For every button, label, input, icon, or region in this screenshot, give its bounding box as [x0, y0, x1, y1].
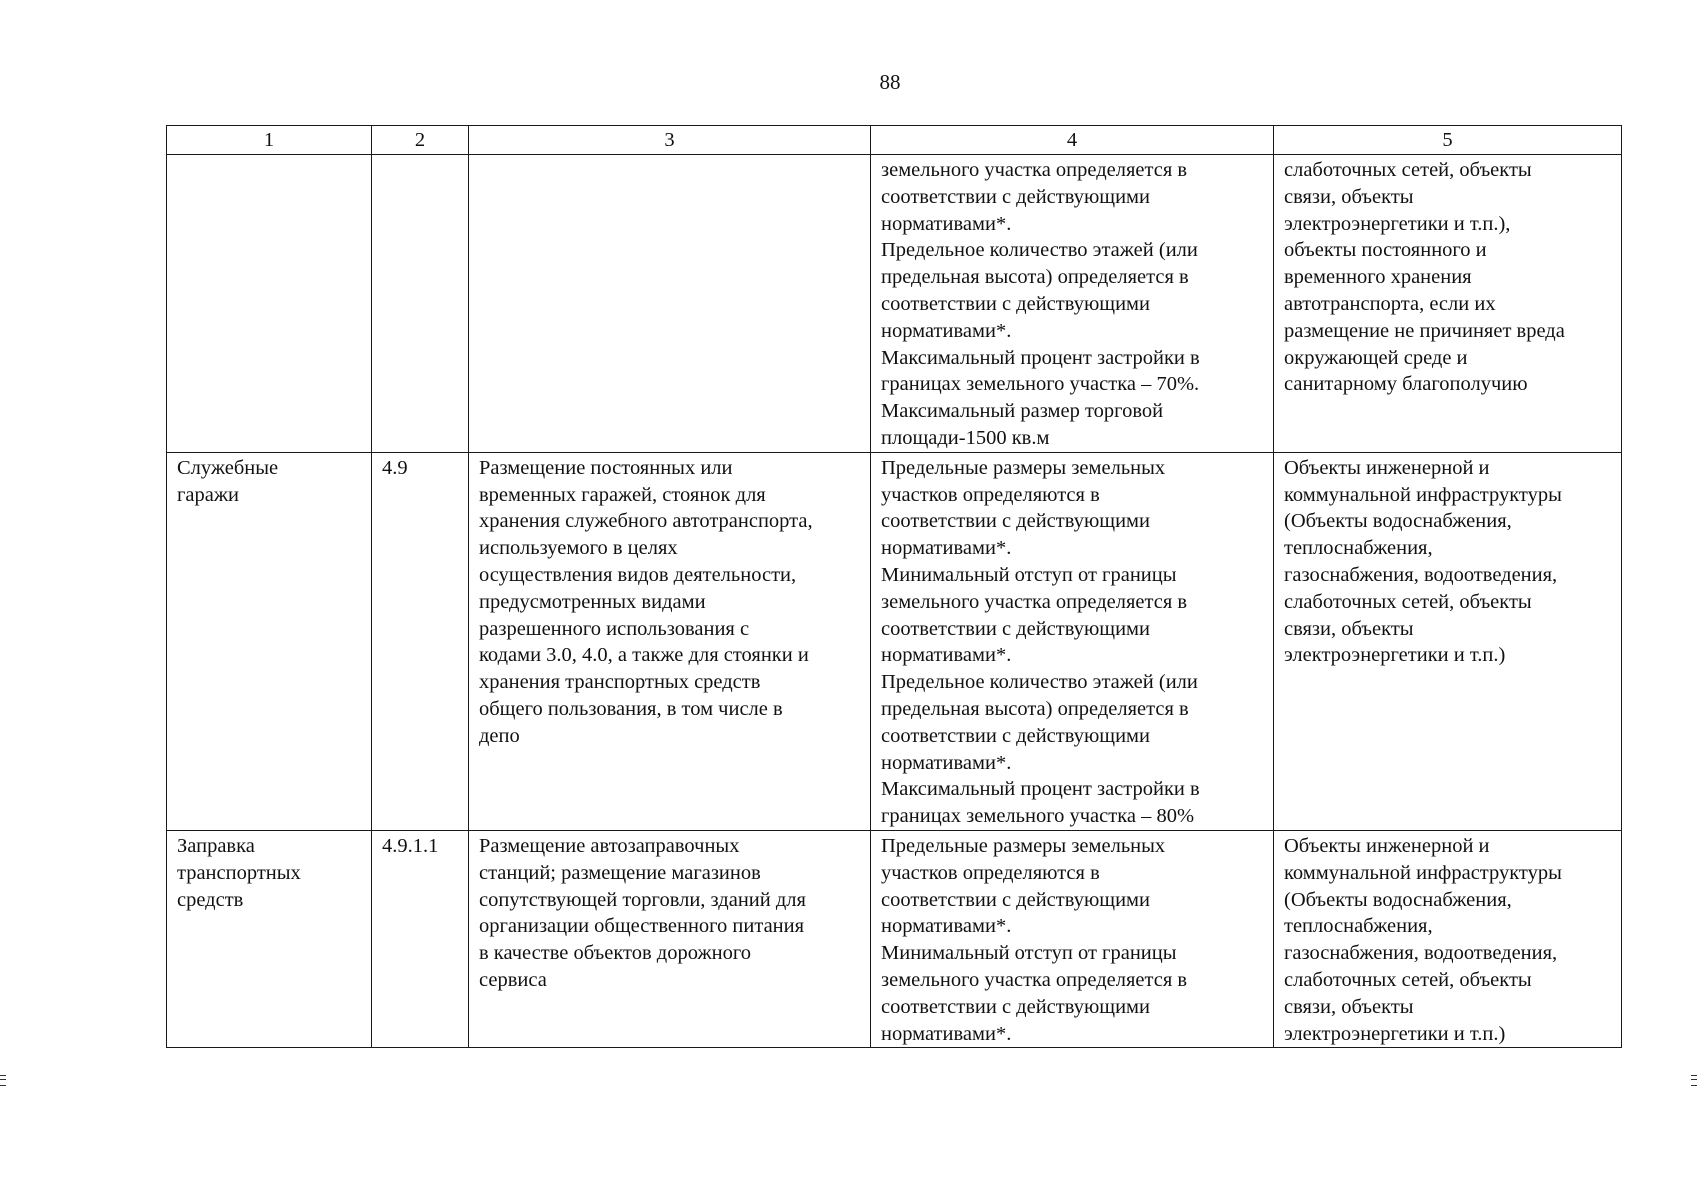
- use-description-cell: [469, 155, 871, 453]
- use-name-cell: Заправка транспортных средств: [167, 830, 372, 1047]
- table-row: [167, 452, 1622, 830]
- page-number: 88: [879, 70, 901, 94]
- scan-edge-mark-left: [0, 1075, 6, 1086]
- permitted-objects-cell: слаботочных сетей, объекты связи, объекты электроэнергетики и т.п.), объекты постоянного и временного хранения автотранспорта, если их размещение не причиняет вреда окружающей среде и санитарному благополучию: [1274, 155, 1622, 453]
- scan-edge-mark-right: [1691, 1075, 1697, 1086]
- column-header-4: 4: [871, 126, 1274, 155]
- use-name-cell: [167, 155, 372, 453]
- column-header-3: 3: [469, 126, 871, 155]
- column-header-1: 1: [167, 126, 372, 155]
- use-description-cell: Размещение постоянных или временных гаражей, стоянок для хранения служебного автотранспорта, используемого в целях осуществления видов деятельности, предусмотренных видами разрешенного использования с кодами 3.0, 4.0, а также для стоянки и хранения транспортных средств общего пользования, в том числе в депо: [469, 452, 871, 830]
- permitted-objects-cell: Объекты инженерной и коммунальной инфраструктуры (Объекты водоснабжения, теплоснабжения, газоснабжения, водоотведения, слаботочных сетей, объекты связи, объекты электроэнергетики и т.п.): [1274, 830, 1622, 1047]
- land-use-table: [166, 125, 1622, 1048]
- header-row: [167, 126, 1622, 155]
- use-code-cell: 4.9: [372, 452, 469, 830]
- column-header-5: 5: [1274, 126, 1622, 155]
- table-row: [167, 830, 1622, 1047]
- parameters-cell: Предельные размеры земельных участков определяются в соответствии с действующими нормативами*. Минимальный отступ от границы земельного участка определяется в соответствии с действующими нормативами*. Предельное количество этажей (или предельная высота) определяется в соответствии с действующими нормативами*. Максимальный процент застройки в границах земельного участка – 80%: [871, 452, 1274, 830]
- use-name-cell: Служебные гаражи: [167, 452, 372, 830]
- use-description-cell: Размещение автозаправочных станций; размещение магазинов сопутствующей торговли, зданий для организации общественного питания в качестве объектов дорожного сервиса: [469, 830, 871, 1047]
- table-row: [167, 155, 1622, 453]
- use-code-cell: 4.9.1.1: [372, 830, 469, 1047]
- parameters-cell: Предельные размеры земельных участков определяются в соответствии с действующими нормативами*. Минимальный отступ от границы земельного участка определяется в соответствии с действующими нормативами*.: [871, 830, 1274, 1047]
- permitted-objects-cell: Объекты инженерной и коммунальной инфраструктуры (Объекты водоснабжения, теплоснабжения, газоснабжения, водоотведения, слаботочных сетей, объекты связи, объекты электроэнергетики и т.п.): [1274, 452, 1622, 830]
- parameters-cell: земельного участка определяется в соответствии с действующими нормативами*. Предельное количество этажей (или предельная высота) определяется в соответствии с действующими нормативами*. Максимальный процент застройки в границах земельного участка – 70%. Максимальный размер торговой площади-1500 кв.м: [871, 155, 1274, 453]
- use-code-cell: [372, 155, 469, 453]
- column-header-2: 2: [372, 126, 469, 155]
